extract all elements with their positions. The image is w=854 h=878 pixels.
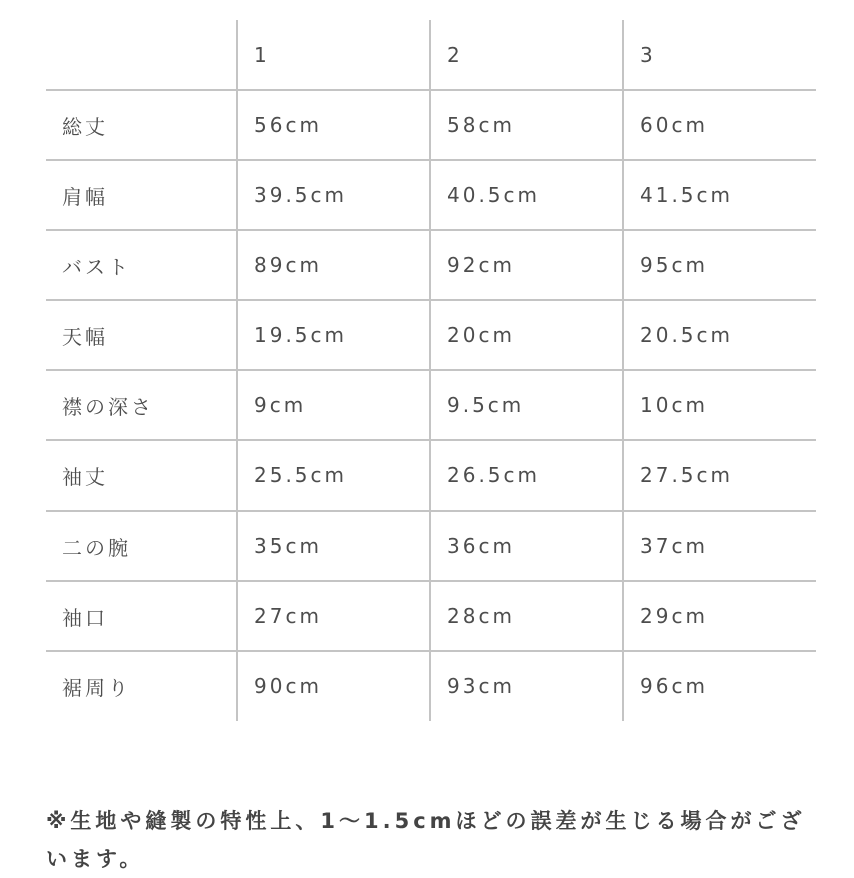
table-row xyxy=(46,369,816,439)
table-cell: 92cm xyxy=(447,253,515,277)
table-row xyxy=(46,650,816,720)
table-cell: 27.5cm xyxy=(640,463,734,487)
table-cell: 20.5cm xyxy=(640,323,734,347)
header-cell-label xyxy=(62,20,232,90)
table-cell: 29cm xyxy=(640,604,708,628)
table-cell: 36cm xyxy=(447,534,515,558)
table-cell: 10cm xyxy=(640,393,708,417)
row-label: 肩幅 xyxy=(62,184,108,209)
table-cell: 35cm xyxy=(254,534,322,558)
header-cell-size-2: 2 xyxy=(447,43,463,67)
table-cell: 95cm xyxy=(640,253,708,277)
row-label: 天幅 xyxy=(62,324,108,349)
table-cell: 56cm xyxy=(254,113,322,137)
row-label: 襟の深さ xyxy=(62,394,154,419)
table-cell: 27cm xyxy=(254,604,322,628)
table-cell: 40.5cm xyxy=(447,183,541,207)
row-label: 袖丈 xyxy=(62,464,108,489)
table-cell: 20cm xyxy=(447,323,515,347)
table-row xyxy=(46,580,816,650)
table-cell: 9cm xyxy=(254,393,307,417)
row-label: 総丈 xyxy=(62,114,108,139)
table-cell: 26.5cm xyxy=(447,463,541,487)
tolerance-note: ※生地や縫製の特性上、1〜1.5cmほどの誤差が生じる場合がございます。 xyxy=(46,809,806,871)
table-cell: 96cm xyxy=(640,674,708,698)
table-cell: 39.5cm xyxy=(254,183,348,207)
table-header-row xyxy=(46,20,816,90)
row-label: 二の腕 xyxy=(62,535,131,560)
table-cell: 41.5cm xyxy=(640,183,734,207)
table-cell: 9.5cm xyxy=(447,393,525,417)
row-label: 裾周り xyxy=(62,675,131,700)
table-row xyxy=(46,439,816,509)
table-row xyxy=(46,299,816,369)
table-cell: 93cm xyxy=(447,674,515,698)
size-table xyxy=(46,20,816,721)
table-cell: 89cm xyxy=(254,253,322,277)
table-row xyxy=(46,510,816,580)
table-row xyxy=(46,229,816,299)
header-cell-size-3: 3 xyxy=(640,43,656,67)
table-row xyxy=(46,89,816,159)
table-cell: 58cm xyxy=(447,113,515,137)
row-label: バスト xyxy=(62,254,131,279)
table-cell: 19.5cm xyxy=(254,323,348,347)
table-cell: 28cm xyxy=(447,604,515,628)
table-cell: 37cm xyxy=(640,534,708,558)
table-cell: 25.5cm xyxy=(254,463,348,487)
header-cell-size-1: 1 xyxy=(254,43,270,67)
table-cell: 90cm xyxy=(254,674,322,698)
table-cell: 60cm xyxy=(640,113,708,137)
row-label: 袖口 xyxy=(62,605,108,630)
table-row xyxy=(46,159,816,229)
